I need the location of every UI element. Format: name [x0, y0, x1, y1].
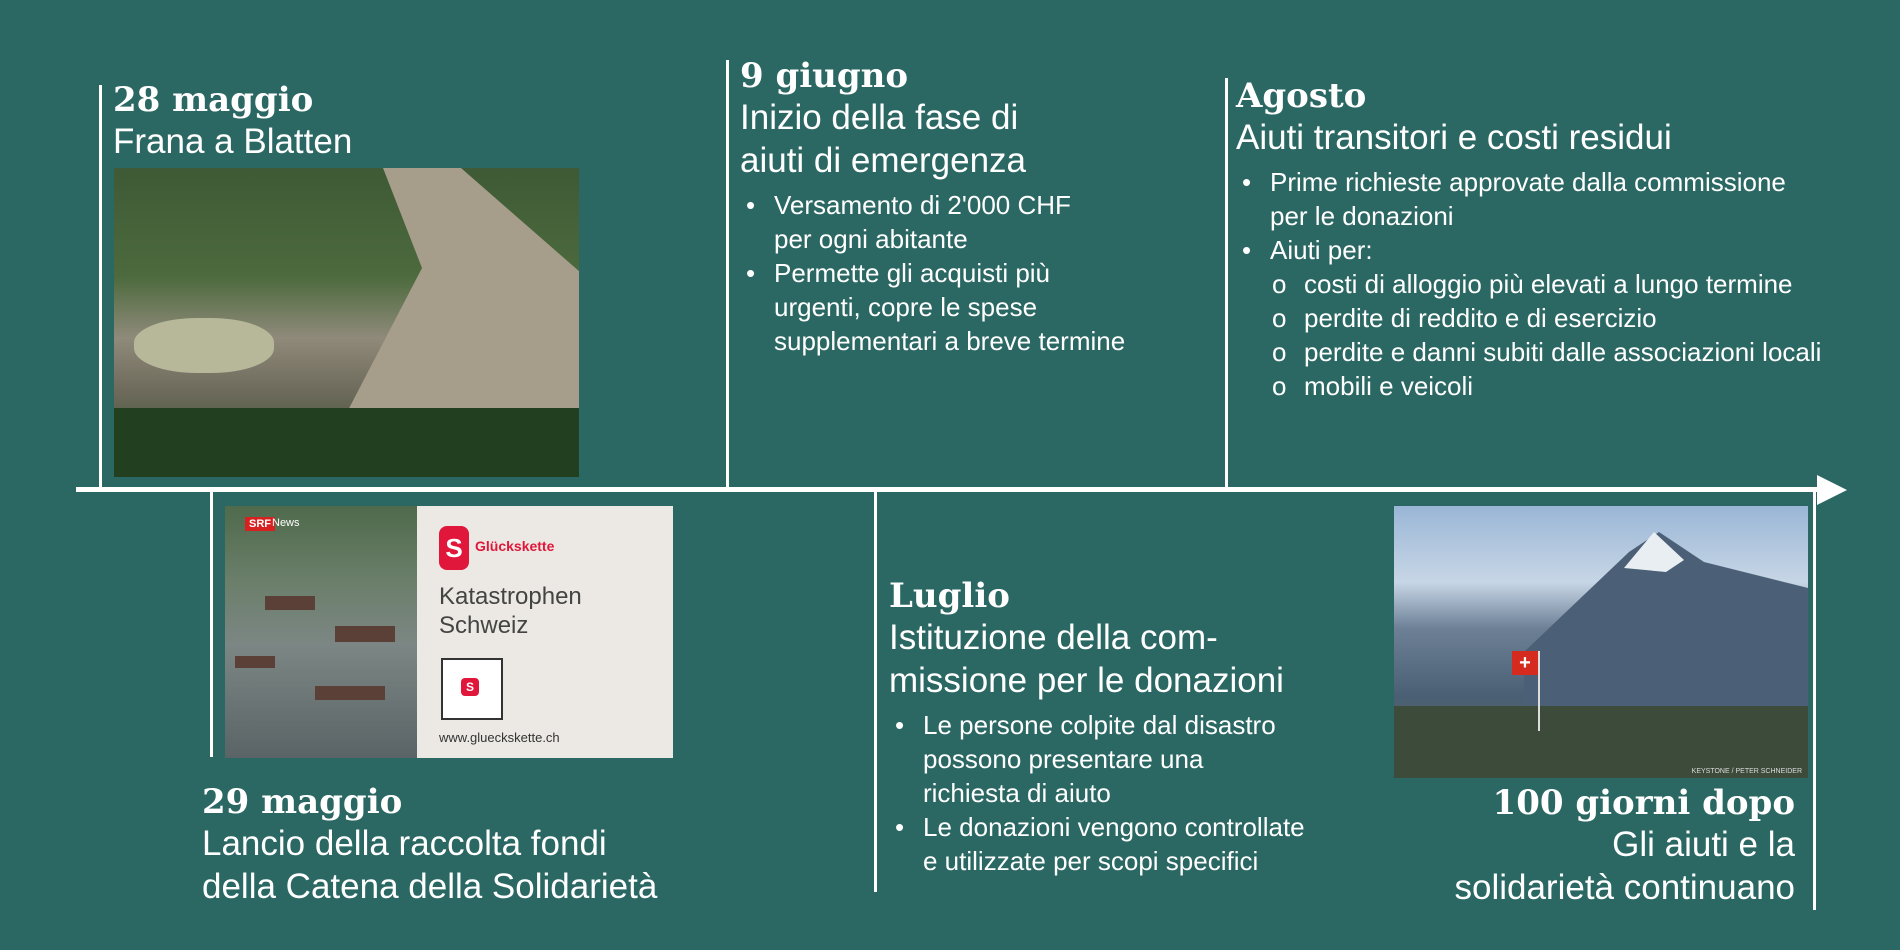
brand-name: Glückskette [475, 538, 555, 554]
bullet-line: • Permette gli acquisti più [774, 258, 1051, 288]
photo-credit: KEYSTONE / PETER SCHNEIDER [1691, 768, 1802, 775]
headline-line: Schweiz [439, 612, 529, 639]
timeline-axis [76, 487, 1821, 492]
connector-may29 [210, 492, 213, 757]
sub-bullet-item: o perdite e danni subiti dalle associazioni locali [1270, 335, 1821, 369]
bullet-line: per le donazioni [1270, 201, 1454, 231]
event-jul [889, 576, 1305, 878]
house-roof [315, 686, 385, 700]
event-bullets [889, 708, 1305, 878]
srf-logo: SRF [245, 517, 275, 531]
event-date: Luglio [889, 576, 1010, 616]
timeline-arrowhead [1817, 475, 1847, 505]
event-title-line: Lancio della raccolta fondi [202, 824, 607, 863]
flood-photo [225, 506, 417, 758]
fundraising-info-panel [417, 506, 673, 758]
bullet-item [740, 188, 1125, 256]
forest [114, 408, 579, 477]
bullet-line: urgenti, copre le spese [774, 292, 1038, 322]
landslide-photo [114, 168, 579, 477]
qr-logo-icon: S [461, 678, 479, 696]
event-title-line: aiuti di emergenza [740, 141, 1026, 180]
event-title-line: missione per le donazioni [889, 661, 1284, 700]
connector-may28 [99, 85, 102, 487]
fundraising-card-image [225, 506, 673, 758]
website-url: www.glueckskette.ch [439, 730, 560, 745]
event-title-line: Gli aiuti e la [1612, 825, 1795, 864]
glueckskette-logo-icon: S [439, 526, 469, 570]
event-100-days [1454, 783, 1795, 909]
bullet-item [1236, 233, 1821, 403]
event-bullets [740, 188, 1125, 358]
campaign-headline [439, 582, 582, 640]
headline-line: Katastrophen [439, 583, 582, 610]
event-title-line: Istituzione della com- [889, 618, 1218, 657]
event-may28 [113, 80, 352, 163]
bullet-line: supplementari a breve termine [774, 326, 1126, 356]
bullet-item [740, 256, 1125, 358]
event-date: 29 maggio [202, 782, 403, 822]
bullet-item [889, 810, 1305, 878]
event-jun9 [740, 56, 1125, 358]
connector-jul [874, 492, 877, 892]
bullet-line: e utilizzate per scopi specifici [923, 846, 1259, 876]
house-roof [335, 626, 395, 642]
bullet-line: per ogni abitante [774, 224, 968, 254]
event-date: Agosto [1236, 76, 1367, 116]
bullet-line: richiesta di aiuto [923, 778, 1111, 808]
bullet-item [1236, 165, 1821, 233]
event-title-line: solidarietà continuano [1454, 868, 1795, 907]
connector-jun9 [726, 60, 729, 487]
event-date: 28 maggio [113, 80, 314, 120]
flooded-village [134, 318, 274, 373]
sub-bullets [1270, 267, 1821, 403]
event-bullets [1236, 165, 1821, 403]
bullet-line: possono presentare una [923, 744, 1204, 774]
event-title: Aiuti transitori e costi residui [1236, 118, 1672, 157]
bullet-line: • Le donazioni vengono controllate [923, 812, 1305, 842]
event-aug [1236, 76, 1821, 403]
event-date: 100 giorni dopo [1492, 783, 1795, 823]
event-title: Frana a Blatten [113, 122, 353, 161]
house-roof [265, 596, 315, 610]
mountain-village-photo [1394, 506, 1808, 778]
bullet-item [889, 708, 1305, 810]
sub-bullet-item: o mobili e veicoli [1270, 369, 1821, 403]
flagpole [1538, 651, 1540, 731]
event-title-line: Inizio della fase di [740, 98, 1019, 137]
sub-bullet-item: o costi di alloggio più elevati a lungo termine [1270, 267, 1821, 301]
bullet-line: • Le persone colpite dal disastro [923, 710, 1276, 740]
srf-news-label: News [272, 517, 300, 529]
event-title-line: della Catena della Solidarietà [202, 867, 658, 906]
event-date: 9 giugno [740, 56, 909, 96]
bullet-line: • Aiuti per: [1270, 235, 1373, 265]
bullet-line: • Prime richieste approvate dalla commissione [1270, 167, 1786, 197]
swiss-flag-icon: + [1512, 651, 1538, 675]
house-roof [235, 656, 275, 668]
landslide-debris [344, 168, 579, 418]
connector-aug [1225, 78, 1228, 487]
event-may29 [202, 782, 657, 908]
sub-bullet-item: o perdite di reddito e di esercizio [1270, 301, 1821, 335]
connector-d100 [1813, 492, 1816, 910]
bullet-line: • Versamento di 2'000 CHF [774, 190, 1071, 220]
